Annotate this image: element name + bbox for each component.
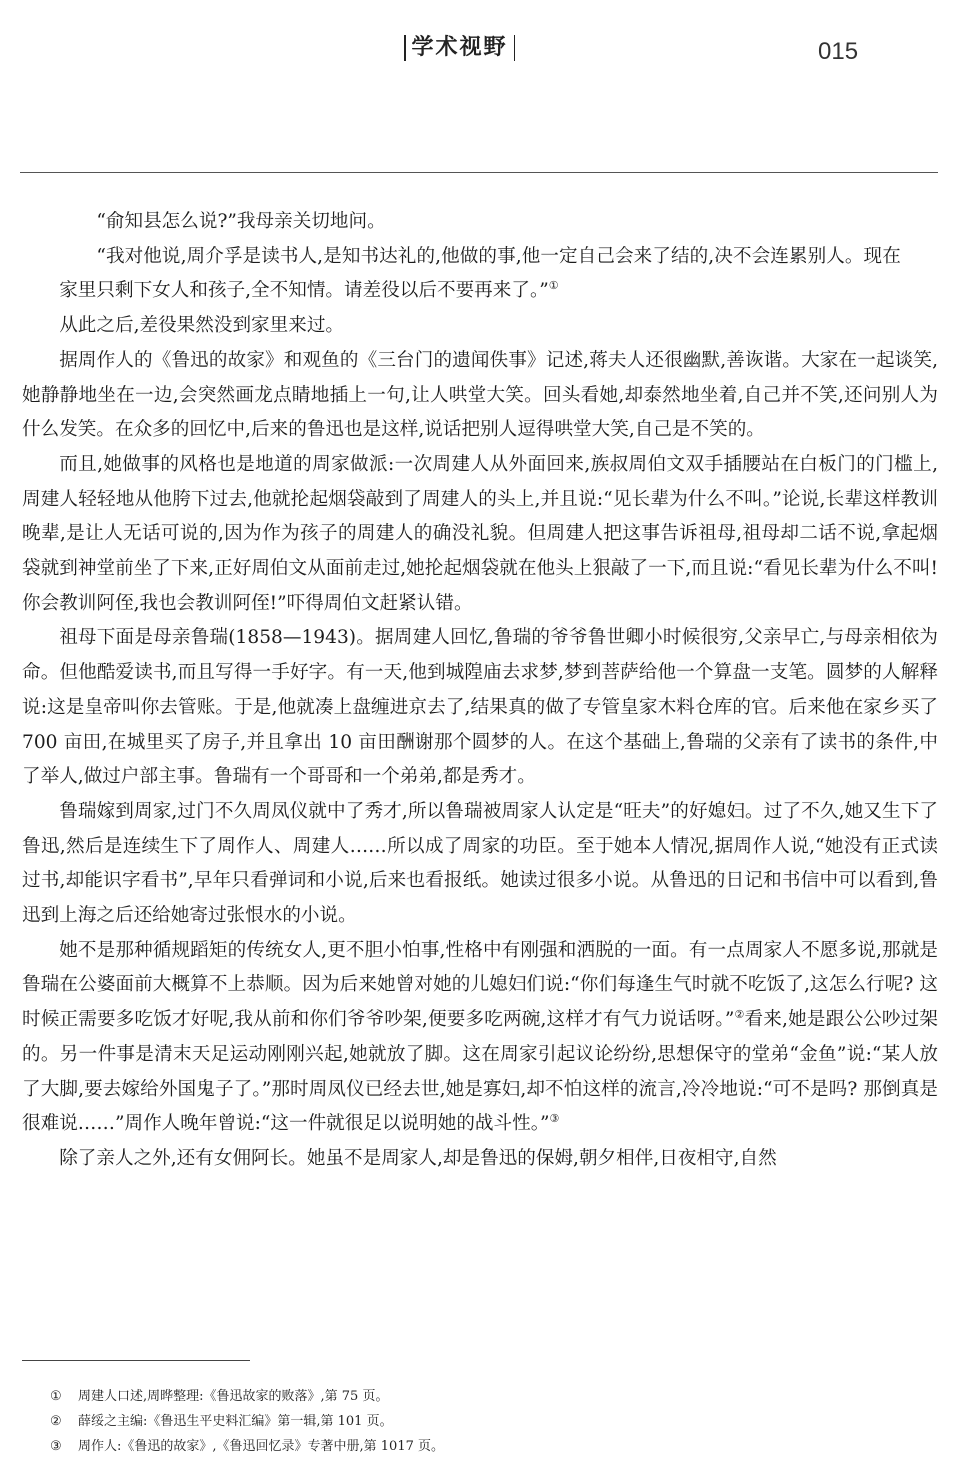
paragraph-8-text-b: 看来,她是跟公公吵过架的。另一件事是清末天足运动刚刚兴起,她就放了脚。这在周家引起议论纷纷,思想保守的堂弟“金鱼”说:“某人放了大脚,要去嫁给外国鬼子了。”那时周凤仪已经去世,她是寡妇,却不怕这样的流言,冷冷地说:“可不是吗? 那倒真是很难说……”周作人晚年曾说:“这一件就很足以说明她的战斗性。” [22, 1009, 938, 1135]
footnote-text: 周作人:《鲁迅的故家》,《鲁迅回忆录》专著中册,第 1017 页。 [78, 1439, 444, 1454]
paragraph-1: “俞知县怎么说?”我母亲关切地问。 [96, 211, 386, 232]
footnote-mark: ① [50, 1389, 62, 1404]
header-rule [20, 172, 938, 173]
footnote-ref-3[interactable]: ③ [549, 1112, 560, 1126]
footnote-ref-2[interactable]: ② [734, 1007, 745, 1021]
footnote [50, 1434, 444, 1459]
header-divider [514, 35, 516, 61]
page-number: 015 [818, 38, 859, 65]
paragraph-5: 而且,她做事的风格也是地道的周家做派:一次周建人从外面回来,族叔周伯文双手插腰站在白板门的门槛上,周建人轻轻地从他胯下过去,他就抡起烟袋敲到了周建人的头上,并且说:“见长辈为什么不叫。”论说,长辈这样教训晚辈,是让人无话可说的,因为作为孩子的周建人的确没礼貌。但周建人把这事告诉祖母,祖母却二话不说,拿起烟袋就到神堂前坐了下来,正好周伯文从面前走过,她抡起烟袋就在他头上狠敲了一下,而且说:“看见长辈为什么不叫! 你会教训阿侄,我也会教训阿侄!”吓得周伯文赶紧认错。 [22, 453, 938, 614]
footnote [50, 1409, 444, 1434]
paragraph-2 [22, 240, 938, 309]
footnote-ref-1[interactable]: ① [548, 279, 559, 293]
paragraph-2-text: “我对他说,周介孚是读书人,是知书达礼的,他做的事,他一定自己会来了结的,决不会连累别人。现在家里只剩下女人和孩子,全不知情。请差役以后不要再来了。” [59, 245, 901, 302]
paragraph-8 [22, 934, 938, 1142]
paragraph-7: 鲁瑞嫁到周家,过门不久周凤仪就中了秀才,所以鲁瑞被周家人认定是“旺夫”的好媳妇。过了不久,她又生下了鲁迅,然后是连续生下了周作人、周建人……所以成了周家的功臣。至于她本人情况,据周作人说,“她没有正式读过书,却能识字看书”,早年只看弹词和小说,后来也看报纸。她读过很多小说。从鲁迅的日记和书信中可以看到,鲁迅到上海之后还给她寄过张恨水的小说。 [22, 800, 938, 927]
running-header [398, 30, 521, 61]
section-title: 学术视野 [411, 35, 508, 60]
paragraph-9: 除了亲人之外,还有女佣阿长。她虽不是周家人,却是鲁迅的保姆,朝夕相伴,日夜相守,自然 [59, 1147, 777, 1169]
header-divider [404, 35, 406, 61]
paragraph-8-text-a: 她不是那种循规蹈矩的传统女人,更不胆小怕事,性格中有刚强和洒脱的一面。有一点周家人不愿多说,那就是鲁瑞在公婆面前大概算不上恭顺。因为后来她曾对她的儿媳妇们说:“你们每逢生气时就不吃饭了,这怎么行呢? 这时候正需要多吃饭才好呢,我从前和你们爷爷吵架,便要多吃两碗,这样才有气力说话呀。” [22, 939, 938, 1031]
paragraph-4: 据周作人的《鲁迅的故家》和观鱼的《三台门的遗闻佚事》记述,蒋夫人还很幽默,善诙谐。大家在一起谈笑,她静静地坐在一边,会突然画龙点睛地插上一句,让人哄堂大笑。回头看她,却泰然地坐着,自己并不笑,还问别人为什么发笑。在众多的回忆中,后来的鲁迅也是这样,说话把别人逗得哄堂大笑,自己是不笑的。 [22, 349, 938, 441]
footnote [50, 1384, 444, 1409]
footnote-rule [22, 1360, 250, 1361]
paragraph-6: 祖母下面是母亲鲁瑞(1858—1943)。据周建人回忆,鲁瑞的爷爷鲁世卿小时候很穷,父亲早亡,与母亲相依为命。但他酷爱读书,而且写得一手好字。有一天,他到城隍庙去求梦,梦到菩萨给他一个算盘一支笔。圆梦的人解释说:这是皇帝叫你去管账。于是,他就凑上盘缠进京去了,结果真的做了专管皇家木料仓库的官。后来他在家乡买了 700 亩田,在城里买了房子,并且拿出 10 亩田酬谢那个圆梦的人。在这个基础上,鲁瑞的父亲有了读书的条件,中了举人,做过户部主事。鲁瑞有一个哥哥和一个弟弟,都是秀才。 [22, 627, 938, 788]
footnotes [50, 1384, 444, 1459]
footnote-text: 周建人口述,周晔整理:《鲁迅故家的败落》,第 75 页。 [78, 1389, 389, 1404]
footnote-mark: ② [50, 1414, 62, 1429]
body-text [22, 205, 938, 1177]
paragraph-3: 从此之后,差役果然没到家里来过。 [59, 315, 345, 337]
footnote-text: 薛绥之主编:《鲁迅生平史料汇编》第一辑,第 101 页。 [78, 1414, 393, 1429]
footnote-mark: ③ [50, 1439, 62, 1454]
